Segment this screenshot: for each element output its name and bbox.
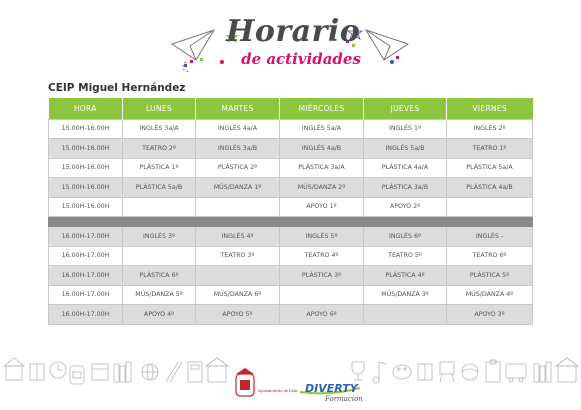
activity-cell: INGLÉS 6º	[364, 227, 447, 247]
footer	[0, 352, 581, 410]
activity-cell	[364, 305, 447, 325]
ball-icon	[462, 364, 478, 380]
activity-cell: INGLÉS 4a/B	[280, 139, 364, 159]
activity-cell: INGLÉS 4º	[196, 227, 280, 247]
time-block-separator	[49, 217, 533, 227]
table-row	[49, 246, 533, 266]
time-cell: 15.00H-16.00H	[49, 158, 123, 178]
activity-cell: APOYO 1º	[280, 197, 364, 217]
activity-cell: APOYO 3º	[447, 305, 533, 325]
time-cell: 16.00H-17.00H	[49, 305, 123, 325]
activity-cell: APOYO 4º	[123, 305, 196, 325]
column-header-jueves: JUEVES	[364, 98, 447, 119]
activity-cell	[280, 285, 364, 305]
trophy-icon	[352, 362, 364, 380]
footer-icons	[0, 352, 581, 410]
activity-cell	[196, 197, 280, 217]
easel-icon	[440, 362, 454, 382]
books-icon	[114, 362, 131, 382]
activity-cell	[447, 197, 533, 217]
schedule-table	[48, 98, 533, 325]
activity-cell: TEATRO 6º	[447, 246, 533, 266]
table-row	[49, 197, 533, 217]
calculator-icon	[188, 362, 202, 382]
activity-cell: PLÁSTICA 4º	[364, 266, 447, 286]
time-cell: 16.00H-17.00H	[49, 227, 123, 247]
time-cell: 15.00H-16.00H	[49, 139, 123, 159]
page-subtitle: de actividades	[241, 50, 361, 68]
activity-cell: PLÁSTICA 2º	[196, 158, 280, 178]
activity-cell: TEATRO 3º	[196, 246, 280, 266]
pencil-icon	[166, 362, 182, 382]
time-cell: 15.00H-16.00H	[49, 119, 123, 139]
brand-logo: DIVERTY	[305, 382, 358, 395]
activity-cell: INGLÉS 3º	[123, 227, 196, 247]
clipboard-icon	[486, 360, 500, 382]
table-row	[49, 178, 533, 198]
music-icon	[373, 362, 386, 383]
table-row	[49, 139, 533, 159]
activity-cell: INGLÉS 3a/A	[123, 119, 196, 139]
city-crest-icon	[236, 368, 254, 396]
activity-cell: PLÁSTICA 4a/A	[364, 158, 447, 178]
activity-cell: TEATRO 1º	[447, 139, 533, 159]
separator-cell	[49, 217, 533, 227]
school-name: CEIP Miguel Hernández	[48, 82, 186, 94]
activity-cell	[123, 246, 196, 266]
books-icon	[534, 362, 551, 382]
activity-cell: INGLÉS 3a/B	[196, 139, 280, 159]
column-header-viernes: VIERNES	[447, 98, 533, 119]
backpack-icon	[70, 366, 84, 384]
activity-cell: INGLÉS 1º	[364, 119, 447, 139]
activity-cell: MÚS/DANZA 1º	[196, 178, 280, 198]
column-header-miercoles: MIÉRCOLES	[280, 98, 364, 119]
activity-cell: INGLÉS 5º	[280, 227, 364, 247]
column-header-lunes: LUNES	[123, 98, 196, 119]
column-header-martes: MARTES	[196, 98, 280, 119]
table-row	[49, 227, 533, 247]
paper-plane-icon	[172, 30, 214, 60]
activity-cell: PLÁSTICA 3a/B	[364, 178, 447, 198]
table-row	[49, 158, 533, 178]
activity-cell: PLÁSTICA 5a/B	[123, 178, 196, 198]
table-row	[49, 266, 533, 286]
activity-cell: MÚS/DANZA 5º	[123, 285, 196, 305]
brand-subtitle: Formación	[325, 395, 363, 403]
time-cell: 16.00H-17.00H	[49, 266, 123, 286]
calendar-icon	[92, 364, 108, 380]
activity-cell: INGLÉS 4a/A	[196, 119, 280, 139]
activity-cell: APOYO 5º	[196, 305, 280, 325]
activity-cell: PLÁSTICA 3a/A	[280, 158, 364, 178]
activity-cell: PLÁSTICA 6º	[123, 266, 196, 286]
book-icon	[30, 364, 44, 380]
activity-cell: APOYO 6º	[280, 305, 364, 325]
activity-cell: APOYO 2º	[364, 197, 447, 217]
school-building-icon	[556, 358, 578, 382]
activity-cell: TEATRO 4º	[280, 246, 364, 266]
time-cell: 16.00H-17.00H	[49, 285, 123, 305]
activity-cell: TEATRO 2º	[123, 139, 196, 159]
time-cell: 15.00H-16.00H	[49, 197, 123, 217]
activity-cell: PLÁSTICA 4a/B	[447, 178, 533, 198]
activity-cell: MÚS/DANZA 3º	[364, 285, 447, 305]
activity-cell: MÚS/DANZA 6º	[196, 285, 280, 305]
activity-cell: PLÁSTICA 1º	[123, 158, 196, 178]
globe-icon	[142, 364, 158, 380]
column-header-hora: HORA	[49, 98, 123, 119]
activity-cell: PLÁSTICA 5º	[447, 266, 533, 286]
table-header-row	[49, 98, 533, 119]
activity-cell: INGLÉS 2º	[447, 119, 533, 139]
table-row	[49, 285, 533, 305]
table-row	[49, 305, 533, 325]
time-cell: 15.00H-16.00H	[49, 178, 123, 198]
school-building-icon	[4, 358, 24, 380]
activity-cell: MÚS/DANZA 4º	[447, 285, 533, 305]
page-title: Horario	[226, 14, 361, 49]
activity-cell: PLÁSTICA 3º	[280, 266, 364, 286]
activity-cell: INGLÉS -	[447, 227, 533, 247]
activity-cell: INGLÉS 5a/B	[364, 139, 447, 159]
activity-cell: MÚS/DANZA 2º	[280, 178, 364, 198]
header	[0, 0, 581, 78]
activity-cell: TEATRO 5º	[364, 246, 447, 266]
time-cell: 16.00H-17.00H	[49, 246, 123, 266]
clock-icon	[50, 362, 66, 378]
activity-cell	[196, 266, 280, 286]
table-row	[49, 119, 533, 139]
activity-cell: INGLÉS 5a/A	[280, 119, 364, 139]
activity-cell	[123, 197, 196, 217]
city-logo-text: Ayuntamiento de Elda	[258, 388, 298, 393]
bus-icon	[506, 364, 526, 382]
palette-icon	[393, 365, 411, 379]
book-icon	[418, 364, 432, 380]
school-building-icon	[206, 358, 228, 382]
activity-cell: PLÁSTICA 5a/A	[447, 158, 533, 178]
